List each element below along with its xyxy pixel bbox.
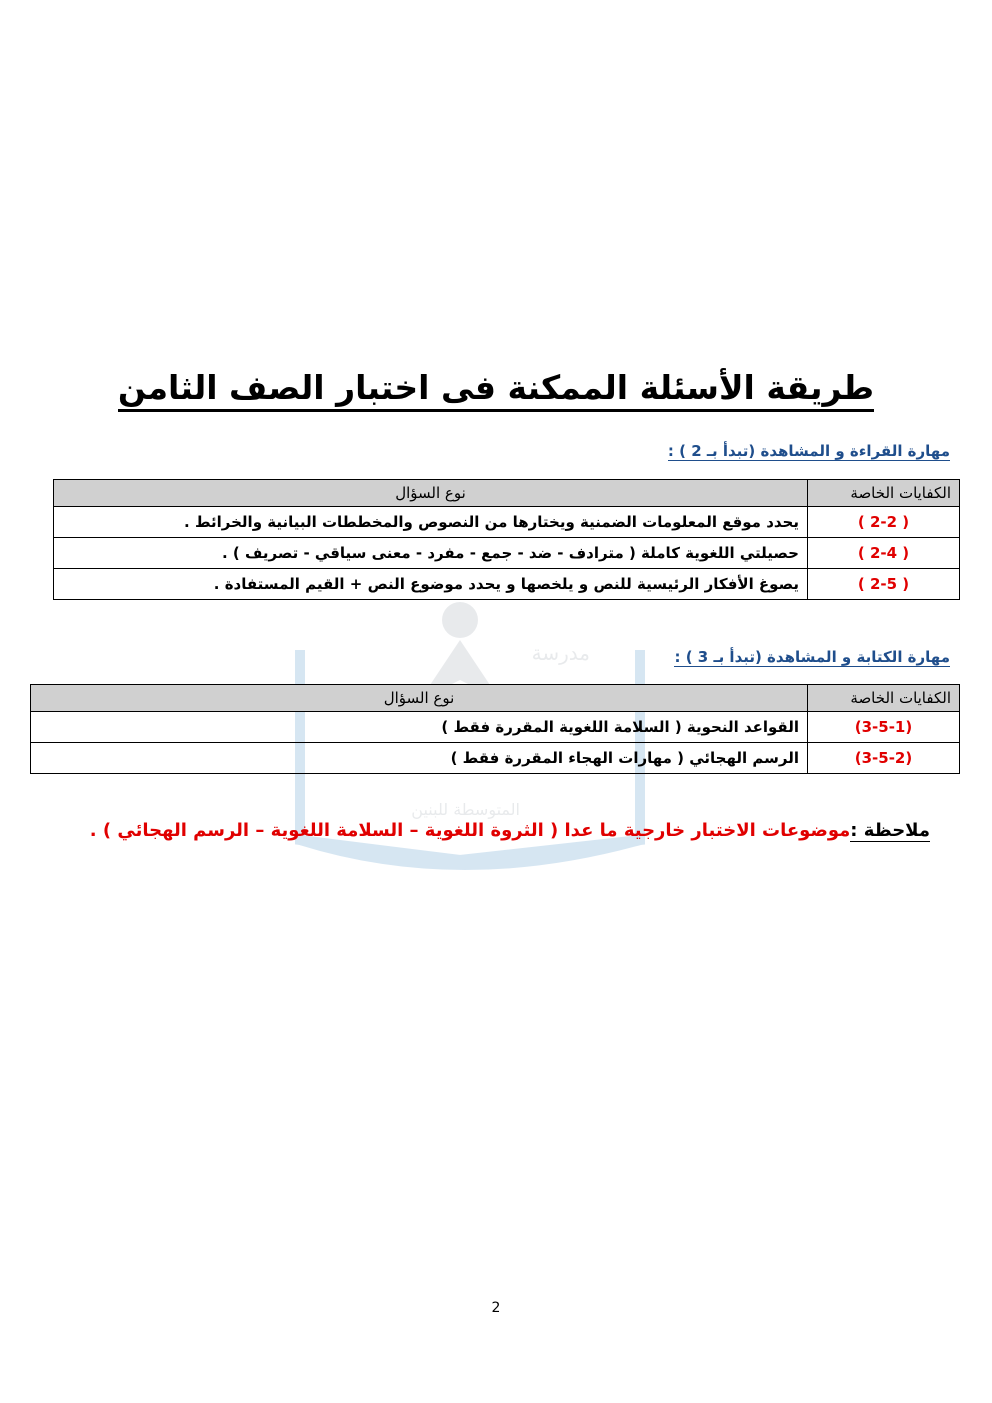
reading-competencies-table <box>53 479 960 600</box>
section-heading-writing-text: مهارة الكتابة و المشاهدة (تبدأ بـ 3 ) : <box>674 648 950 666</box>
competency-code: ( 2-2 ) <box>808 507 960 538</box>
section-heading-reading <box>668 440 950 462</box>
header-question-type: نوع السؤال <box>31 685 808 712</box>
page-title-text: طريقة الأسئلة الممكنة فى اختبار الصف الثامن <box>118 368 874 412</box>
table-row <box>54 507 960 538</box>
note-label: ملاحظة : <box>850 820 930 841</box>
question-type: الرسم الهجائي ( مهارات الهجاء المقررة فقط ) <box>31 743 808 774</box>
competency-code: (3-5-1) <box>808 712 960 743</box>
question-type: القواعد النحوية ( السلامة اللغوية المقررة فقط ) <box>31 712 808 743</box>
table-row <box>54 538 960 569</box>
question-type: حصيلتي اللغوية كاملة ( مترادف - ضد - جمع - مفرد - معنى سياقي - تصريف ) . <box>54 538 808 569</box>
table-row <box>54 569 960 600</box>
writing-competencies-table <box>30 684 960 774</box>
question-type: يصوغ الأفكار الرئيسية للنص و يلخصها و يحدد موضوع النص + القيم المستفادة . <box>54 569 808 600</box>
header-question-type: نوع السؤال <box>54 480 808 507</box>
table-header-row <box>54 480 960 507</box>
page-title <box>0 358 992 418</box>
note <box>60 818 930 844</box>
question-type: يحدد موقع المعلومات الضمنية ويختارها من النصوص والمخططات البيانية والخرائط . <box>54 507 808 538</box>
competency-code: ( 2-5 ) <box>808 569 960 600</box>
note-text: موضوعات الاختبار خارجية ما عدا ( الثروة اللغوية – السلامة اللغوية – الرسم الهجائي ) . <box>89 820 851 841</box>
watermark-line2: المتوسطة للبنين <box>411 800 520 819</box>
table-row <box>31 743 960 774</box>
header-competencies: الكفايات الخاصة <box>808 480 960 507</box>
competency-code: ( 2-4 ) <box>808 538 960 569</box>
table-row <box>31 712 960 743</box>
header-competencies: الكفايات الخاصة <box>808 685 960 712</box>
competency-code: (3-5-2) <box>808 743 960 774</box>
table-header-row <box>31 685 960 712</box>
section-heading-writing <box>674 646 950 668</box>
section-heading-reading-text: مهارة القراءة و المشاهدة (تبدأ بـ 2 ) : <box>667 442 950 460</box>
watermark-line1: مدرسة <box>531 641 590 665</box>
page-number: 2 <box>491 1300 501 1316</box>
